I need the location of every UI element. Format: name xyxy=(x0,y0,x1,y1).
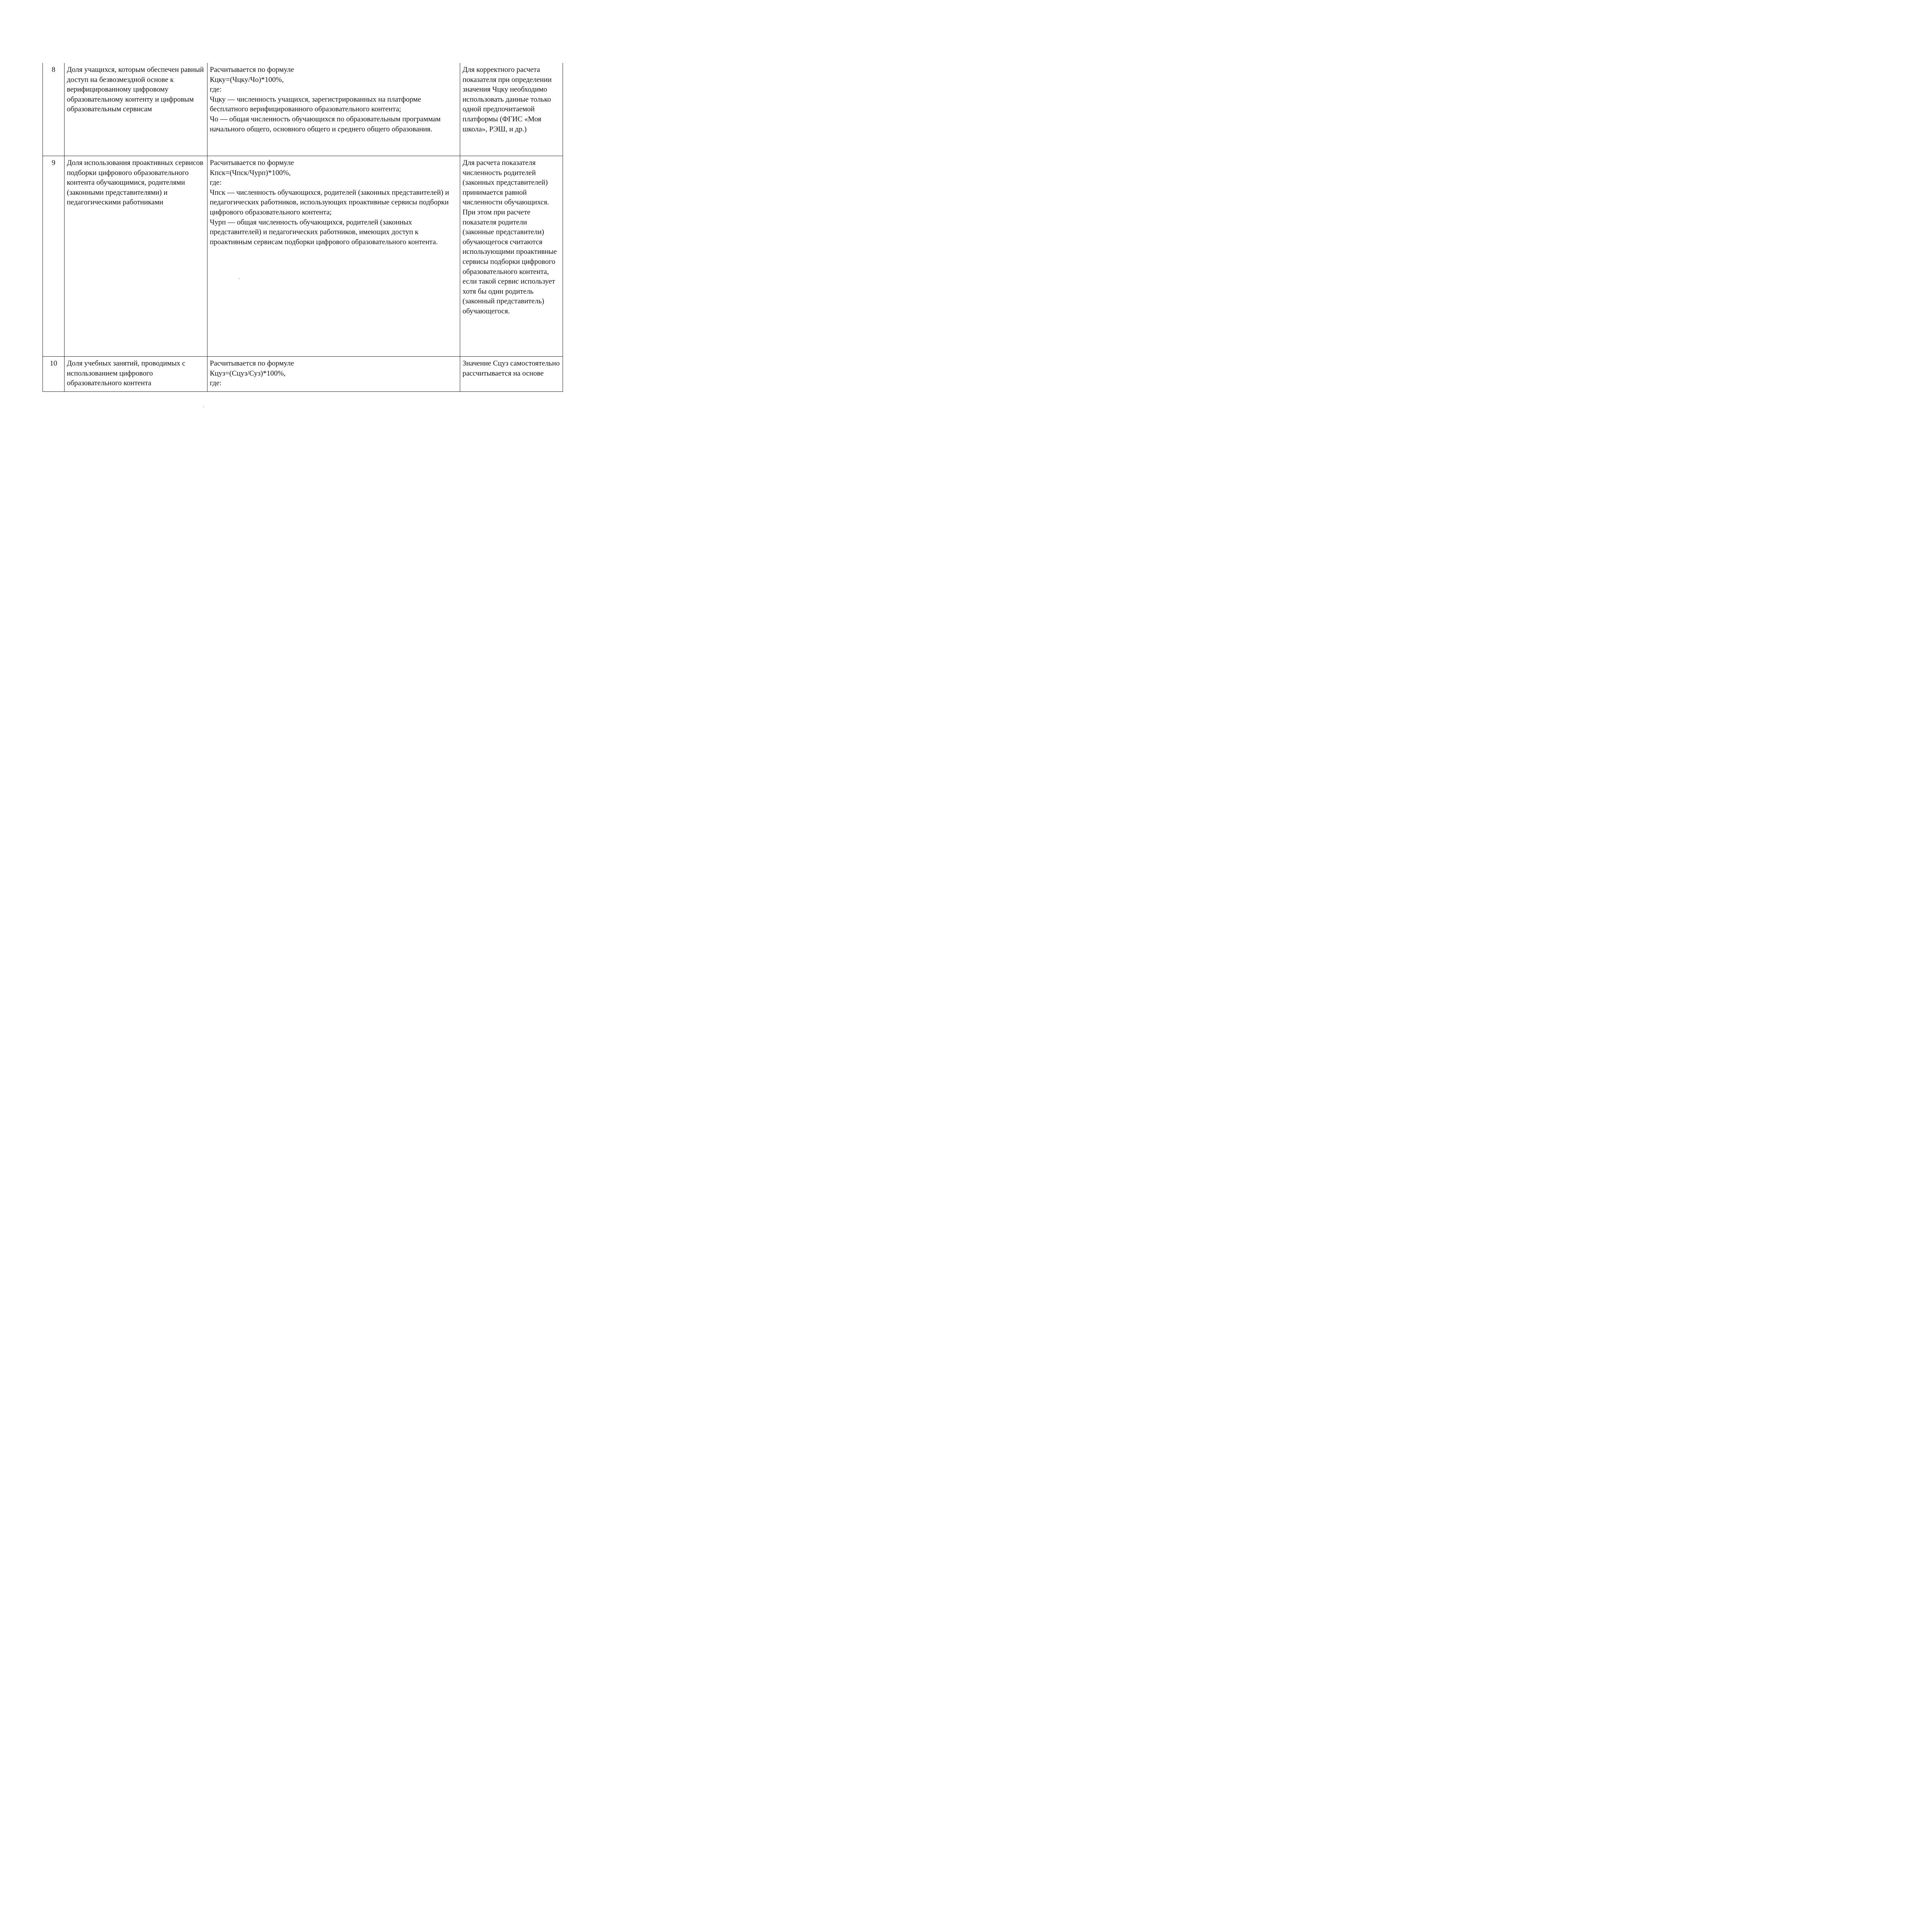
document-page xyxy=(0,0,597,420)
calculation-note: Для корректного расчета показателя при определении значения Чцку необходимо использовать данные только одной предпочитаемой платформы (ФГИС «Моя школа», РЭШ, и др.) xyxy=(460,63,563,156)
calculation-method: Расчитывается по формуле Кцуз=(Сцуз/Суз)*100%, где: xyxy=(207,357,460,392)
calculation-note: Для расчета показателя численность родителей (законных представителей) принимается равной численности обучающихся. При этом при расчете показателя родители (законные представители) обучающегося считаются использующими проактивные сервисы подборки цифрового образовательного контента, если такой сервис использует хотя бы один родитель (законный представитель) обучающегося. xyxy=(460,156,563,357)
indicator-name: Доля учебных занятий, проводимых с использованием цифрового образовательного контента xyxy=(65,357,207,392)
row-number: 9 xyxy=(43,156,65,357)
table-row xyxy=(43,357,563,392)
indicator-name: Доля использования проактивных сервисов подборки цифрового образовательного контента обучающимися, родителями (законными представителями) и педагогическими работниками xyxy=(65,156,207,357)
scan-speck xyxy=(203,406,204,407)
indicator-name: Доля учащихся, которым обеспечен равный доступ на безвозмездной основе к верифицированному цифровому образовательному контенту и цифровым образовательным сервисам xyxy=(65,63,207,156)
scan-speck xyxy=(239,278,240,279)
row-number: 10 xyxy=(43,357,65,392)
calculation-method: Расчитывается по формуле Кцку=(Чцку/Чо)*100%, где: Чцку — численность учащихся, зарегистрированных на платформе бесплатного верифицированного образовательного контента; Чо — общая численность обучающихся по образовательным программам начального общего, основного общего и среднего общего образования. xyxy=(207,63,460,156)
indicators-table xyxy=(43,63,563,392)
table-row xyxy=(43,63,563,156)
row-number: 8 xyxy=(43,63,65,156)
calculation-note: Значение Сцуз самостоятельно рассчитывается на основе xyxy=(460,357,563,392)
calculation-method: Расчитывается по формуле Кпск=(Чпск/Чурп)*100%, где: Чпск — численность обучающихся, родителей (законных представителей) и педагогических работников, использующих проактивные сервисы подборки цифрового образовательного контента; Чурп — общая численность обучающихся, родителей (законных представителей) и педагогических работников, имеющих доступ к проактивным сервисам подборки цифрового образовательного контента. xyxy=(207,156,460,357)
table-row xyxy=(43,156,563,357)
